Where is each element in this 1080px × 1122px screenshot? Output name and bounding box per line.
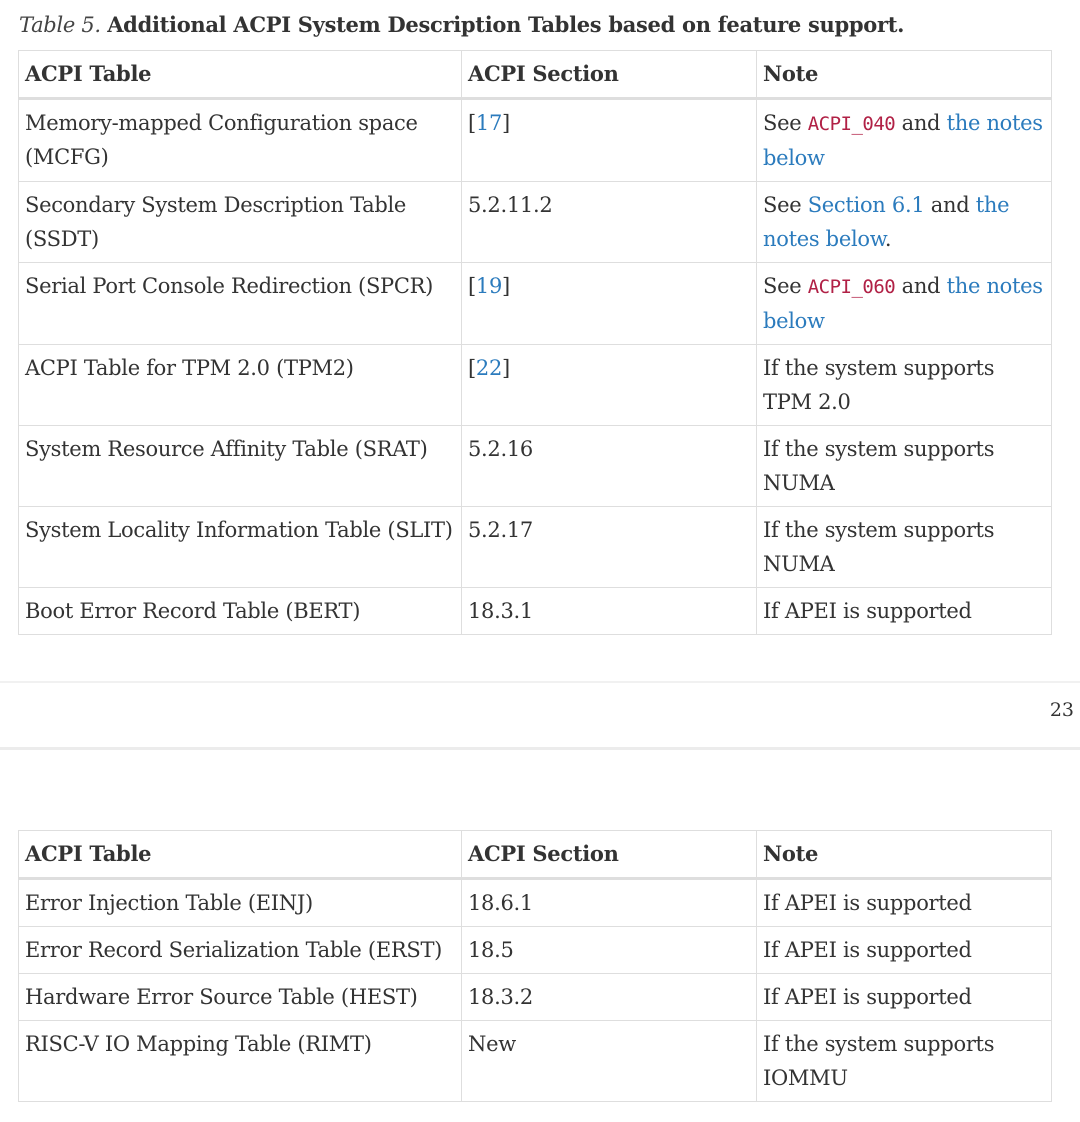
cell-acpi-table: Memory-mapped Configuration space (MCFG) [19,99,462,182]
table-row [19,507,1052,588]
cell-acpi-table: Hardware Error Source Table (HEST) [19,974,462,1021]
table-row [19,345,1052,426]
cell-acpi-table: System Resource Affinity Table (SRAT) [19,426,462,507]
reference-link[interactable]: 19 [475,274,503,298]
cell-acpi-section: 18.5 [462,927,757,974]
cell-acpi-section: 18.3.2 [462,974,757,1021]
header-acpi-table: ACPI Table [19,51,462,99]
cell-note [757,99,1052,182]
cell-acpi-table: ACPI Table for TPM 2.0 (TPM2) [19,345,462,426]
note-text: and [895,274,947,298]
cell-note [757,507,1052,588]
cell-acpi-section: [19] [462,263,757,345]
table-row [19,879,1052,927]
table-row [19,99,1052,182]
table-row [19,1021,1052,1102]
table-row [19,182,1052,263]
cell-note [757,588,1052,635]
note-text: If APEI is supported [763,985,972,1009]
note-link[interactable]: the notes below [763,193,1010,251]
table-row [19,426,1052,507]
table-body [19,879,1052,1102]
cell-acpi-table: Boot Error Record Table (BERT) [19,588,462,635]
cell-acpi-section: [22] [462,345,757,426]
cell-acpi-table: Secondary System Description Table (SSDT) [19,182,462,263]
cell-acpi-table: Error Injection Table (EINJ) [19,879,462,927]
note-text: . [884,227,892,251]
cell-acpi-table: Serial Port Console Redirection (SPCR) [19,263,462,345]
requirement-id: ACPI_060 [807,276,896,298]
cell-acpi-section: [17] [462,99,757,182]
cell-acpi-section: 5.2.16 [462,426,757,507]
caption-label: Table 5. [19,13,101,37]
table-header-row [19,51,1052,99]
cell-note [757,263,1052,345]
note-link[interactable]: the notes below [763,111,1043,170]
page-divider-bottom [0,747,1080,750]
page-number: 23 [1049,699,1074,721]
cell-note [757,974,1052,1021]
note-text: See [763,193,808,217]
note-text: and [895,111,947,135]
page-divider-top [0,681,1080,683]
note-text: See [763,111,808,135]
cell-acpi-section: 18.6.1 [462,879,757,927]
note-link[interactable]: the notes below [763,274,1043,333]
header-acpi-table: ACPI Table [19,831,462,879]
header-acpi-section: ACPI Section [462,831,757,879]
cell-note [757,345,1052,426]
header-note: Note [757,831,1052,879]
header-note: Note [757,51,1052,99]
cell-acpi-table: Error Record Serialization Table (ERST) [19,927,462,974]
cell-note [757,182,1052,263]
reference-link[interactable]: 22 [475,356,503,380]
table-header-row [19,831,1052,879]
cell-acpi-section: 5.2.11.2 [462,182,757,263]
table-row [19,927,1052,974]
cell-acpi-section: New [462,1021,757,1102]
note-text: and [924,193,976,217]
note-link[interactable]: Section 6.1 [807,193,925,217]
note-text: If APEI is supported [763,599,972,623]
table-body [19,99,1052,635]
requirement-id: ACPI_040 [807,113,896,135]
note-text: If the system supports IOMMU [763,1032,995,1090]
table-caption [19,10,904,40]
note-text: If the system supports TPM 2.0 [763,356,995,414]
note-text: If APEI is supported [763,938,972,962]
cell-note [757,426,1052,507]
cell-note [757,879,1052,927]
cell-acpi-section: 18.3.1 [462,588,757,635]
cell-acpi-section: 5.2.17 [462,507,757,588]
cell-acpi-table: System Locality Information Table (SLIT) [19,507,462,588]
acpi-table-part-1 [18,50,1052,635]
table-row [19,588,1052,635]
note-text: If the system supports NUMA [763,518,995,576]
header-acpi-section: ACPI Section [462,51,757,99]
cell-note [757,927,1052,974]
note-text: If APEI is supported [763,891,972,915]
note-text: See [763,274,808,298]
reference-link[interactable]: 17 [475,111,503,135]
caption-title: Additional ACPI System Description Tables based on feature support. [107,12,905,37]
cell-acpi-table: RISC-V IO Mapping Table (RIMT) [19,1021,462,1102]
table-row [19,263,1052,345]
cell-note [757,1021,1052,1102]
note-text: If the system supports NUMA [763,437,995,495]
table-row [19,974,1052,1021]
acpi-table-part-2 [18,830,1052,1102]
